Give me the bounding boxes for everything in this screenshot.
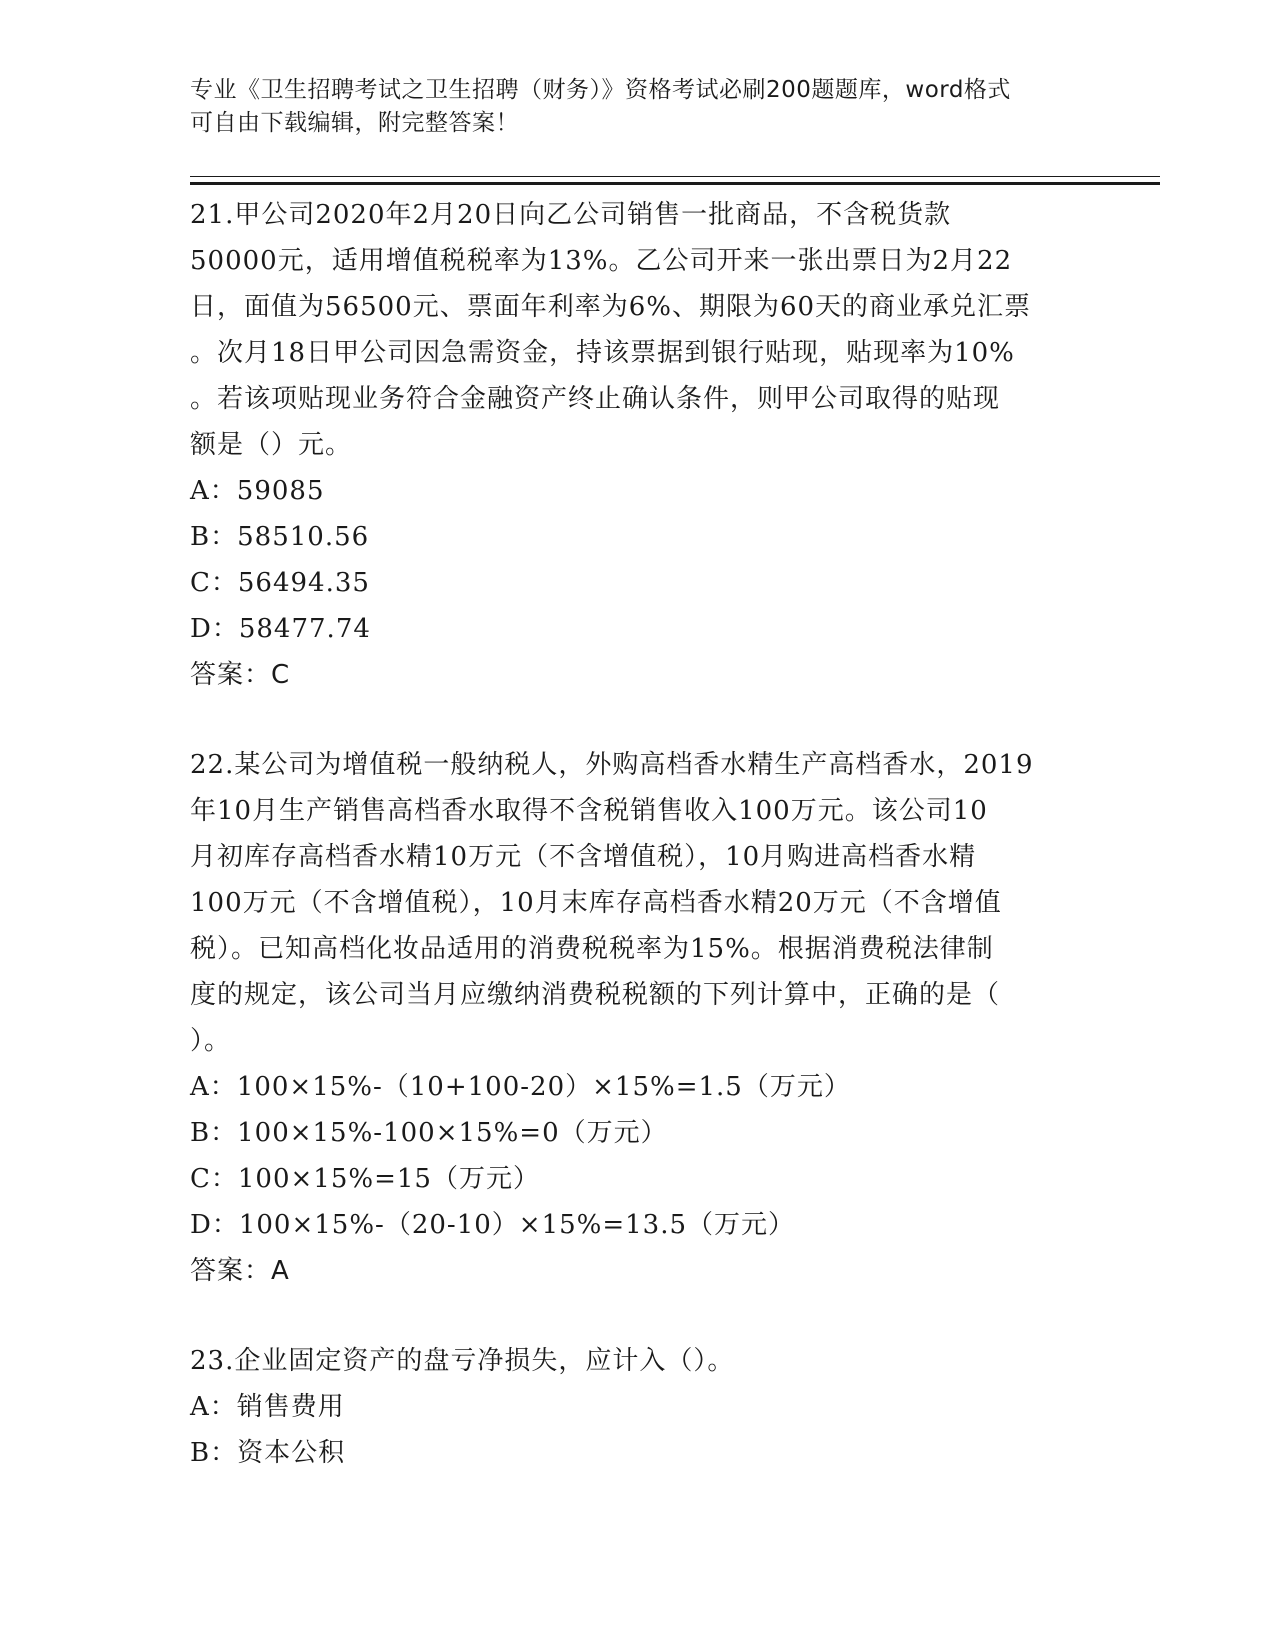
option-d: D：100×15%-（20-10）×15%=13.5（万元） [190, 1210, 796, 1240]
question-23 [190, 1338, 1090, 1476]
question-stem-line: 50000元，适用增值税税率为13%。乙公司开来一张出票日为2月22 [190, 246, 1013, 276]
question-list [190, 192, 1090, 1476]
header-divider-thick [190, 182, 1160, 185]
question-stem-line: 。次月18日甲公司因急需资金，持该票据到银行贴现，贴现率为10% [190, 338, 1015, 368]
option-b: B：100×15%-100×15%=0（万元） [190, 1118, 668, 1148]
question-stem-line: 月初库存高档香水精10万元（不含增值税），10月购进高档香水精 [190, 842, 977, 872]
document-header [190, 74, 1090, 140]
question-stem-line: 23.企业固定资产的盘亏净损失，应计入（）。 [190, 1346, 735, 1376]
option-c: C：56494.35 [190, 568, 370, 598]
question-stem-line: 22.某公司为增值税一般纳税人，外购高档香水精生产高档香水，2019 [190, 750, 1034, 780]
option-b: B：58510.56 [190, 522, 370, 552]
question-stem-line: 度的规定，该公司当月应缴纳消费税税额的下列计算中，正确的是（ [190, 980, 1001, 1010]
answer-label: 答案：A [190, 1256, 290, 1286]
option-a: A：销售费用 [190, 1392, 345, 1422]
header-title-line-2: 可自由下载编辑，附完整答案！ [190, 110, 519, 136]
option-b: B：资本公积 [190, 1438, 346, 1468]
header-divider-thin [190, 176, 1160, 177]
option-d: D：58477.74 [190, 614, 371, 644]
option-a: A：59085 [190, 476, 325, 506]
question-stem-line: 。若该项贴现业务符合金融资产终止确认条件，则甲公司取得的贴现 [190, 384, 1001, 414]
option-c: C：100×15%=15（万元） [190, 1164, 540, 1194]
question-stem-line: 日，面值为56500元、票面年利率为6%、期限为60天的商业承兑汇票 [190, 292, 1032, 322]
option-a: A：100×15%-（10+100-20）×15%=1.5（万元） [190, 1072, 851, 1102]
question-stem-line: 税）。已知高档化妆品适用的消费税税率为15%。根据消费税法律制 [190, 934, 994, 964]
question-stem-line: 100万元（不含增值税），10月末库存高档香水精20万元（不含增值 [190, 888, 1002, 918]
question-stem-line: 21.甲公司2020年2月20日向乙公司销售一批商品，不含税货款 [190, 200, 952, 230]
question-stem-line: 年10月生产销售高档香水取得不含税销售收入100万元。该公司10 [190, 796, 988, 826]
question-spacer [190, 698, 1090, 742]
question-stem-line: ）。 [190, 1026, 232, 1056]
question-21 [190, 192, 1090, 698]
question-22 [190, 742, 1090, 1294]
answer-label: 答案：C [190, 660, 291, 690]
question-stem-line: 额是（）元。 [190, 430, 353, 460]
question-spacer [190, 1294, 1090, 1338]
header-title-line-1: 专业《卫生招聘考试之卫生招聘（财务）》资格考试必刷200题题库，word格式 [190, 77, 1011, 103]
